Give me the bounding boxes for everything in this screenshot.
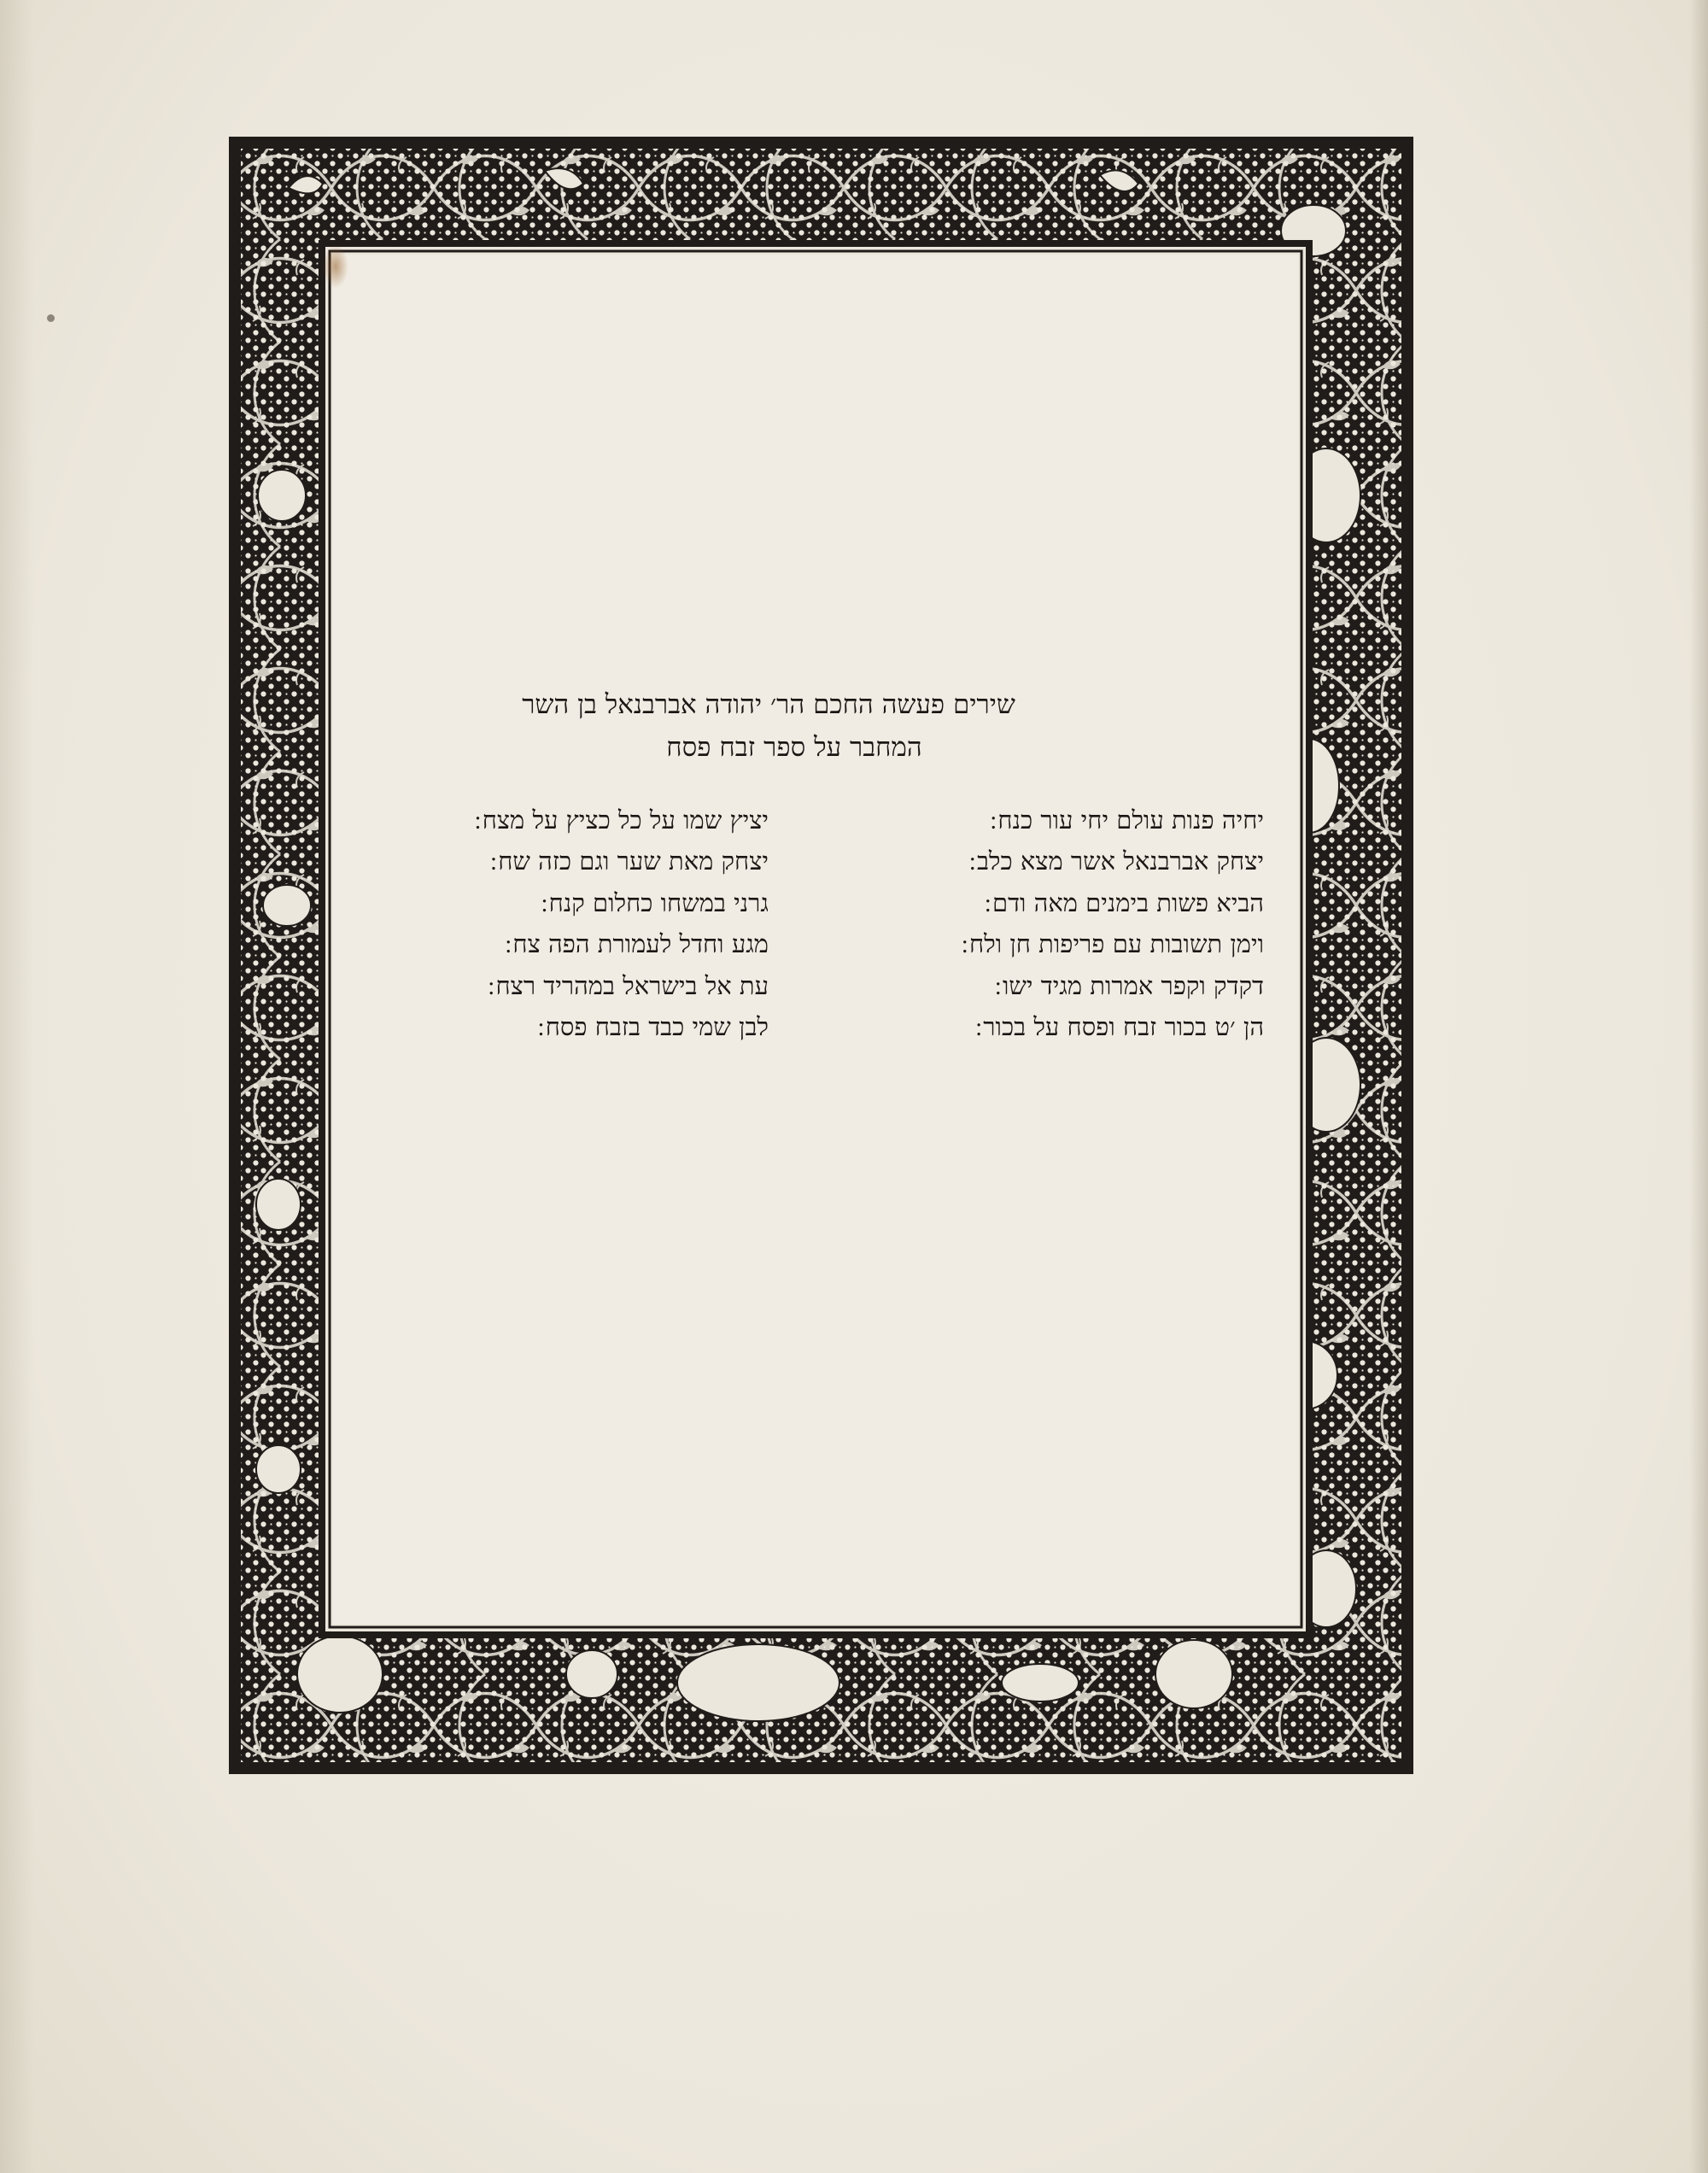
poem-verse-left: יצחק מאת שער וגם כזה שח ׃ <box>490 846 769 876</box>
text-block <box>325 683 1264 1110</box>
poem-row <box>325 882 1264 924</box>
poem-verse-left: עת אל בישראל במהריד רצח ׃ <box>488 970 769 1000</box>
poem-row <box>325 1007 1264 1049</box>
poem-verse-right: הן ׳ט בכור זבח ופסח על בכור ׃ <box>975 1012 1264 1042</box>
heading-line-2: המחבר על ספר זבח פסח <box>666 732 922 763</box>
poem-verse-right: וימן תשובות עם פריפות חן ולח ׃ <box>961 929 1264 959</box>
page-edge-left <box>0 0 34 2173</box>
heading-line-1: שירים פעשה החכם הר׳ יהודה אברבנאל בן השר <box>522 689 1015 720</box>
poem-verse-right: יצחק אברבנאל אשר מצא כלב ׃ <box>968 846 1264 876</box>
poem-row <box>325 965 1264 1007</box>
poem-verse-left: יציץ שמו על כל כציץ על מצח ׃ <box>474 805 769 835</box>
ink-speck <box>47 314 55 322</box>
poem-verse-left: גרני במשחו כחלום קנח ׃ <box>541 887 769 917</box>
poem-verse-left: לבן שמי כבד בזבח פסח ׃ <box>537 1012 769 1042</box>
poem-verse-left: מגע וחדל לעמורת הפה צח ׃ <box>505 929 769 959</box>
page-edge-right <box>1689 0 1708 2173</box>
foxing-stain <box>323 244 348 289</box>
poem-row <box>325 800 1264 841</box>
poem <box>325 800 1264 1048</box>
poem-row <box>325 924 1264 966</box>
poem-verse-right: יחיה פנות עולם יחי עור כנח ׃ <box>990 805 1264 835</box>
poem-row <box>325 841 1264 883</box>
poem-verse-right: דקדק וקפר אמרות מגיד ישו ׃ <box>994 970 1264 1000</box>
poem-verse-right: הביא פשות בימנים מאה ודם ׃ <box>984 887 1264 917</box>
